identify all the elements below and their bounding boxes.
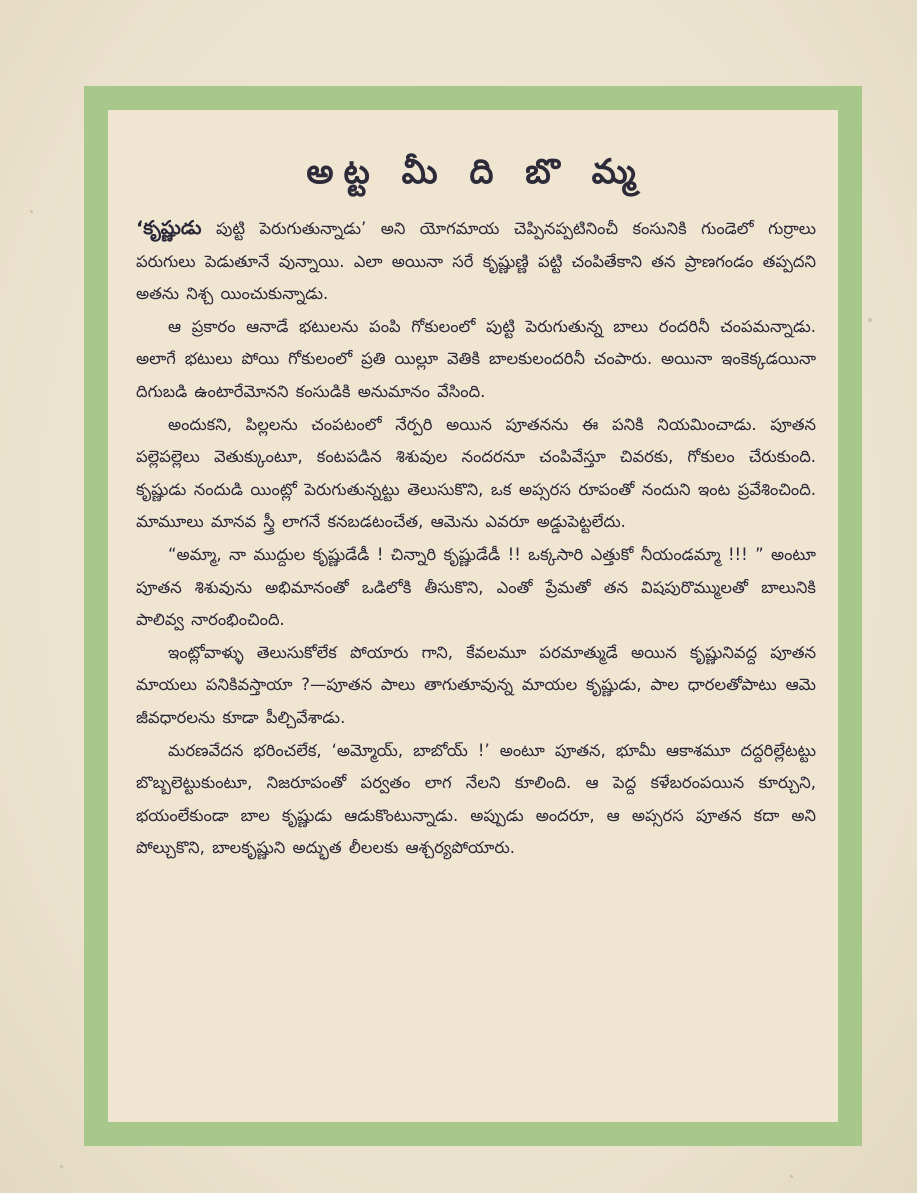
paragraph-text: పుట్టి పెరుగుతున్నాడు’ అని యోగమాయ చెప్పినప్పటినించీ కంసునికి గుండెలో గుర్రాలు పరుగులు పెడుతూనే వున్నాయి. ఎలా అయినా సరే కృష్ణుణ్ణి పట్టి చంపితేకాని తన ప్రాణగండం తప్పదని అతను నిశ్చ యించుకున్నాడు.	[136, 219, 816, 304]
paper-speck	[60, 1165, 63, 1168]
story-content	[108, 110, 838, 1122]
story-paragraph-3: అందుకని, పిల్లలను చంపటంలో నేర్పరి అయిన పూతనను ఈ పనికి నియమించాడు. పూతన పల్లెపల్లెలు వెతుక్కుంటూ, కంటపడిన శిశువుల నందరనూ చంపివేస్తూ చివరకు, గోకులం చేరుకుంది. కృష్ణుడు నందుడి యింట్లో పెరుగుతున్నట్టు తెలుసుకొని, ఒక అప్సరస రూపంతో నందుని ఇంట ప్రవేశించింది. మామూలు మానవ స్త్రీ లాగనే కనబడటంచేత, ఆమెను ఎవరూ అడ్డుపెట్టలేదు.	[136, 414, 816, 532]
story-paragraph-4: “అమ్మా, నా ముద్దుల కృష్ణుడేడీ ! చిన్నారి కృష్ణుడేడీ !! ఒక్కసారి ఎత్తుకో నీయండమ్మా !!! ” అంటూ పూతన శిశువును అభిమానంతో ఒడిలోకి తీసుకొని, ఎంతో ప్రేమతో తన విషపురొమ్ములతో బాలునికి పాలివ్వ నారంభించింది.	[136, 544, 816, 630]
paragraph-lead-word: ‘కృష్ణుడు	[136, 217, 202, 239]
green-border-frame	[84, 86, 862, 1146]
story-paragraph-2: ఆ ప్రకారం ఆనాడే భటులను పంపి గోకులంలో పుట్టి పెరుగుతున్న బాలు రందరినీ చంపమన్నాడు. అలాగే భటులు పోయి గోకులంలో ప్రతి యిల్లూ వెతికి బాలకులందరినీ చంపారు. అయినా ఇంకెక్కడయినా దిగుబడి ఉంటారేమోనని కంసుడికి అనుమానం వేసింది.	[136, 316, 816, 401]
story-paragraph-6: మరణవేదన భరించలేక, ‘అమ్మోయ్, బాబోయ్ !’ అంటూ పూతన, భూమీ ఆకాశమూ దద్దరిల్లేటట్టు బొబ్బలెట్టుకుంటూ, నిజరూపంతో పర్వతం లాగ నేలని కూలింది. ఆ పెద్ద కళేబరంపయిన కూర్చుని, భయంలేకుండా బాల కృష్ణుడు ఆడుకొంటున్నాడు. అప్పుడు అందరూ, ఆ అప్సరస పూతన కదా అని పోల్చుకొని, బాలకృష్ణుని అద్భుత లీలలకు ఆశ్చర్యపోయారు.	[136, 740, 816, 858]
story-paragraph-1	[136, 212, 816, 311]
story-paragraph-5: ఇంట్లోవాళ్ళు తెలుసుకోలేక పోయారు గాని, కేవలమూ పరమాత్ముడే అయిన కృష్ణునివద్ద పూతన మాయలు పనికివస్తాయా ?—పూతన పాలు తాగుతూవున్న మాయల కృష్ణుడు, పాల ధారలతోపాటు ఆమె జీవధారలను కూడా పీల్చివేశాడు.	[136, 642, 816, 727]
page-title: అట్ట మీ ది బొ మ్మ	[306, 152, 646, 192]
paper-speck	[868, 318, 872, 322]
paper-speck	[30, 210, 33, 213]
paper-speck	[790, 1175, 793, 1178]
